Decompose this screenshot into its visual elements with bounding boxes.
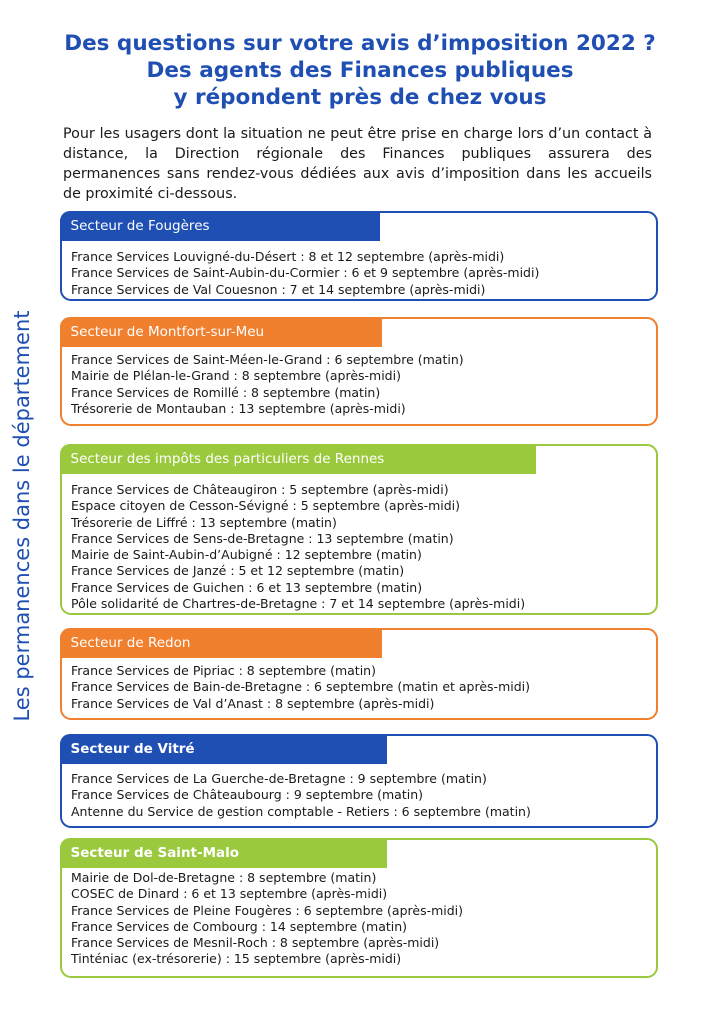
sector-box-montfort xyxy=(60,317,658,426)
sector-list-vitre xyxy=(71,771,650,820)
sector-list-montfort xyxy=(71,352,650,417)
title-line-3: y répondent près de chez vous xyxy=(173,85,547,110)
list-item: Antenne du Service de gestion comptable - Retiers : 6 septembre (matin) xyxy=(71,803,531,819)
list-item: France Services de Romillé : 8 septembre (matin) xyxy=(71,384,381,400)
sector-header-redon: Secteur de Redon xyxy=(60,628,382,658)
sector-box-saint-malo xyxy=(60,838,658,978)
side-label-text: Les permanences dans le département xyxy=(10,309,34,722)
list-item: France Services de Saint-Méen-le-Grand : 6 septembre (matin) xyxy=(71,352,464,367)
list-item: France Services de La Guerche-de-Bretagne : 9 septembre (matin) xyxy=(71,771,487,786)
list-item: France Services de Pipriac : 8 septembre (matin) xyxy=(71,663,376,678)
title-line-1: Des questions sur votre avis d’imposition 2022 ? xyxy=(64,31,656,56)
list-item: France Services de Châteaugiron : 5 septembre (après-midi) xyxy=(71,482,449,497)
sector-header-vitre: Secteur de Vitré xyxy=(60,734,387,764)
list-item: France Services de Janzé : 5 et 12 septembre (matin) xyxy=(71,563,405,579)
list-item: Mairie de Dol-de-Bretagne : 8 septembre (matin) xyxy=(71,870,377,885)
list-item: France Services de Val d’Anast : 8 septembre (après-midi) xyxy=(71,695,435,711)
list-item: Mairie de Plélan-le-Grand : 8 septembre (après-midi) xyxy=(71,368,401,384)
list-item: France Services de Val Couesnon : 7 et 14 septembre (après-midi) xyxy=(71,281,486,297)
list-item: France Services de Mesnil-Roch : 8 septembre (après-midi) xyxy=(71,935,440,951)
title-line-2: Des agents des Finances publiques xyxy=(146,58,574,83)
sector-list-fougeres xyxy=(71,249,650,298)
list-item: COSEC de Dinard : 6 et 13 septembre (après-midi) xyxy=(71,886,388,902)
intro-paragraph: Pour les usagers dont la situation ne peut être prise en charge lors d’un contact à distance, la Direction régionale des Finances publiques assurera des permanences sans rendez-vous dédiées aux avis d’imposition dans les accueils de proximité ci-dessous. xyxy=(63,126,652,202)
list-item: Espace citoyen de Cesson-Sévigné : 5 septembre (après-midi) xyxy=(71,498,461,514)
list-item: Mairie de Saint-Aubin-d’Aubigné : 12 septembre (matin) xyxy=(71,547,422,563)
list-item: Tinténiac (ex-trésorerie) : 15 septembre (après-midi) xyxy=(71,951,402,967)
sector-box-vitre xyxy=(60,734,658,828)
sector-box-fougeres xyxy=(60,211,658,301)
sector-header-rennes: Secteur des impôts des particuliers de Rennes xyxy=(60,444,536,474)
list-item: France Services de Châteaubourg : 9 septembre (matin) xyxy=(71,787,424,803)
sector-list-rennes xyxy=(71,482,650,612)
sector-box-rennes xyxy=(60,444,658,615)
sector-list-redon xyxy=(71,663,650,712)
page-title xyxy=(40,30,680,111)
list-item: France Services de Saint-Aubin-du-Cormier : 6 et 9 septembre (après-midi) xyxy=(71,265,540,281)
list-item: France Services de Bain-de-Bretagne : 6 septembre (matin et après-midi) xyxy=(71,679,530,695)
list-item: France Services de Guichen : 6 et 13 septembre (matin) xyxy=(71,579,423,595)
list-item: France Services Louvigné-du-Désert : 8 et 12 septembre (après-midi) xyxy=(71,249,505,264)
sector-header-fougeres: Secteur de Fougères xyxy=(60,211,380,241)
sector-list-saint-malo xyxy=(71,870,650,968)
side-label xyxy=(2,293,42,738)
sector-box-redon xyxy=(60,628,658,720)
list-item: France Services de Combourg : 14 septembre (matin) xyxy=(71,918,408,934)
sector-header-saint-malo: Secteur de Saint-Malo xyxy=(60,838,387,868)
list-item: Trésorerie de Liffré : 13 septembre (matin) xyxy=(71,514,337,530)
list-item: Pôle solidarité de Chartres-de-Bretagne : 7 et 14 septembre (après-midi) xyxy=(71,596,526,612)
list-item: France Services de Sens-de-Bretagne : 13 septembre (matin) xyxy=(71,530,454,546)
sector-header-montfort: Secteur de Montfort-sur-Meu xyxy=(60,317,382,347)
list-item: France Services de Pleine Fougères : 6 septembre (après-midi) xyxy=(71,902,464,918)
list-item: Trésorerie de Montauban : 13 septembre (après-midi) xyxy=(71,400,406,416)
